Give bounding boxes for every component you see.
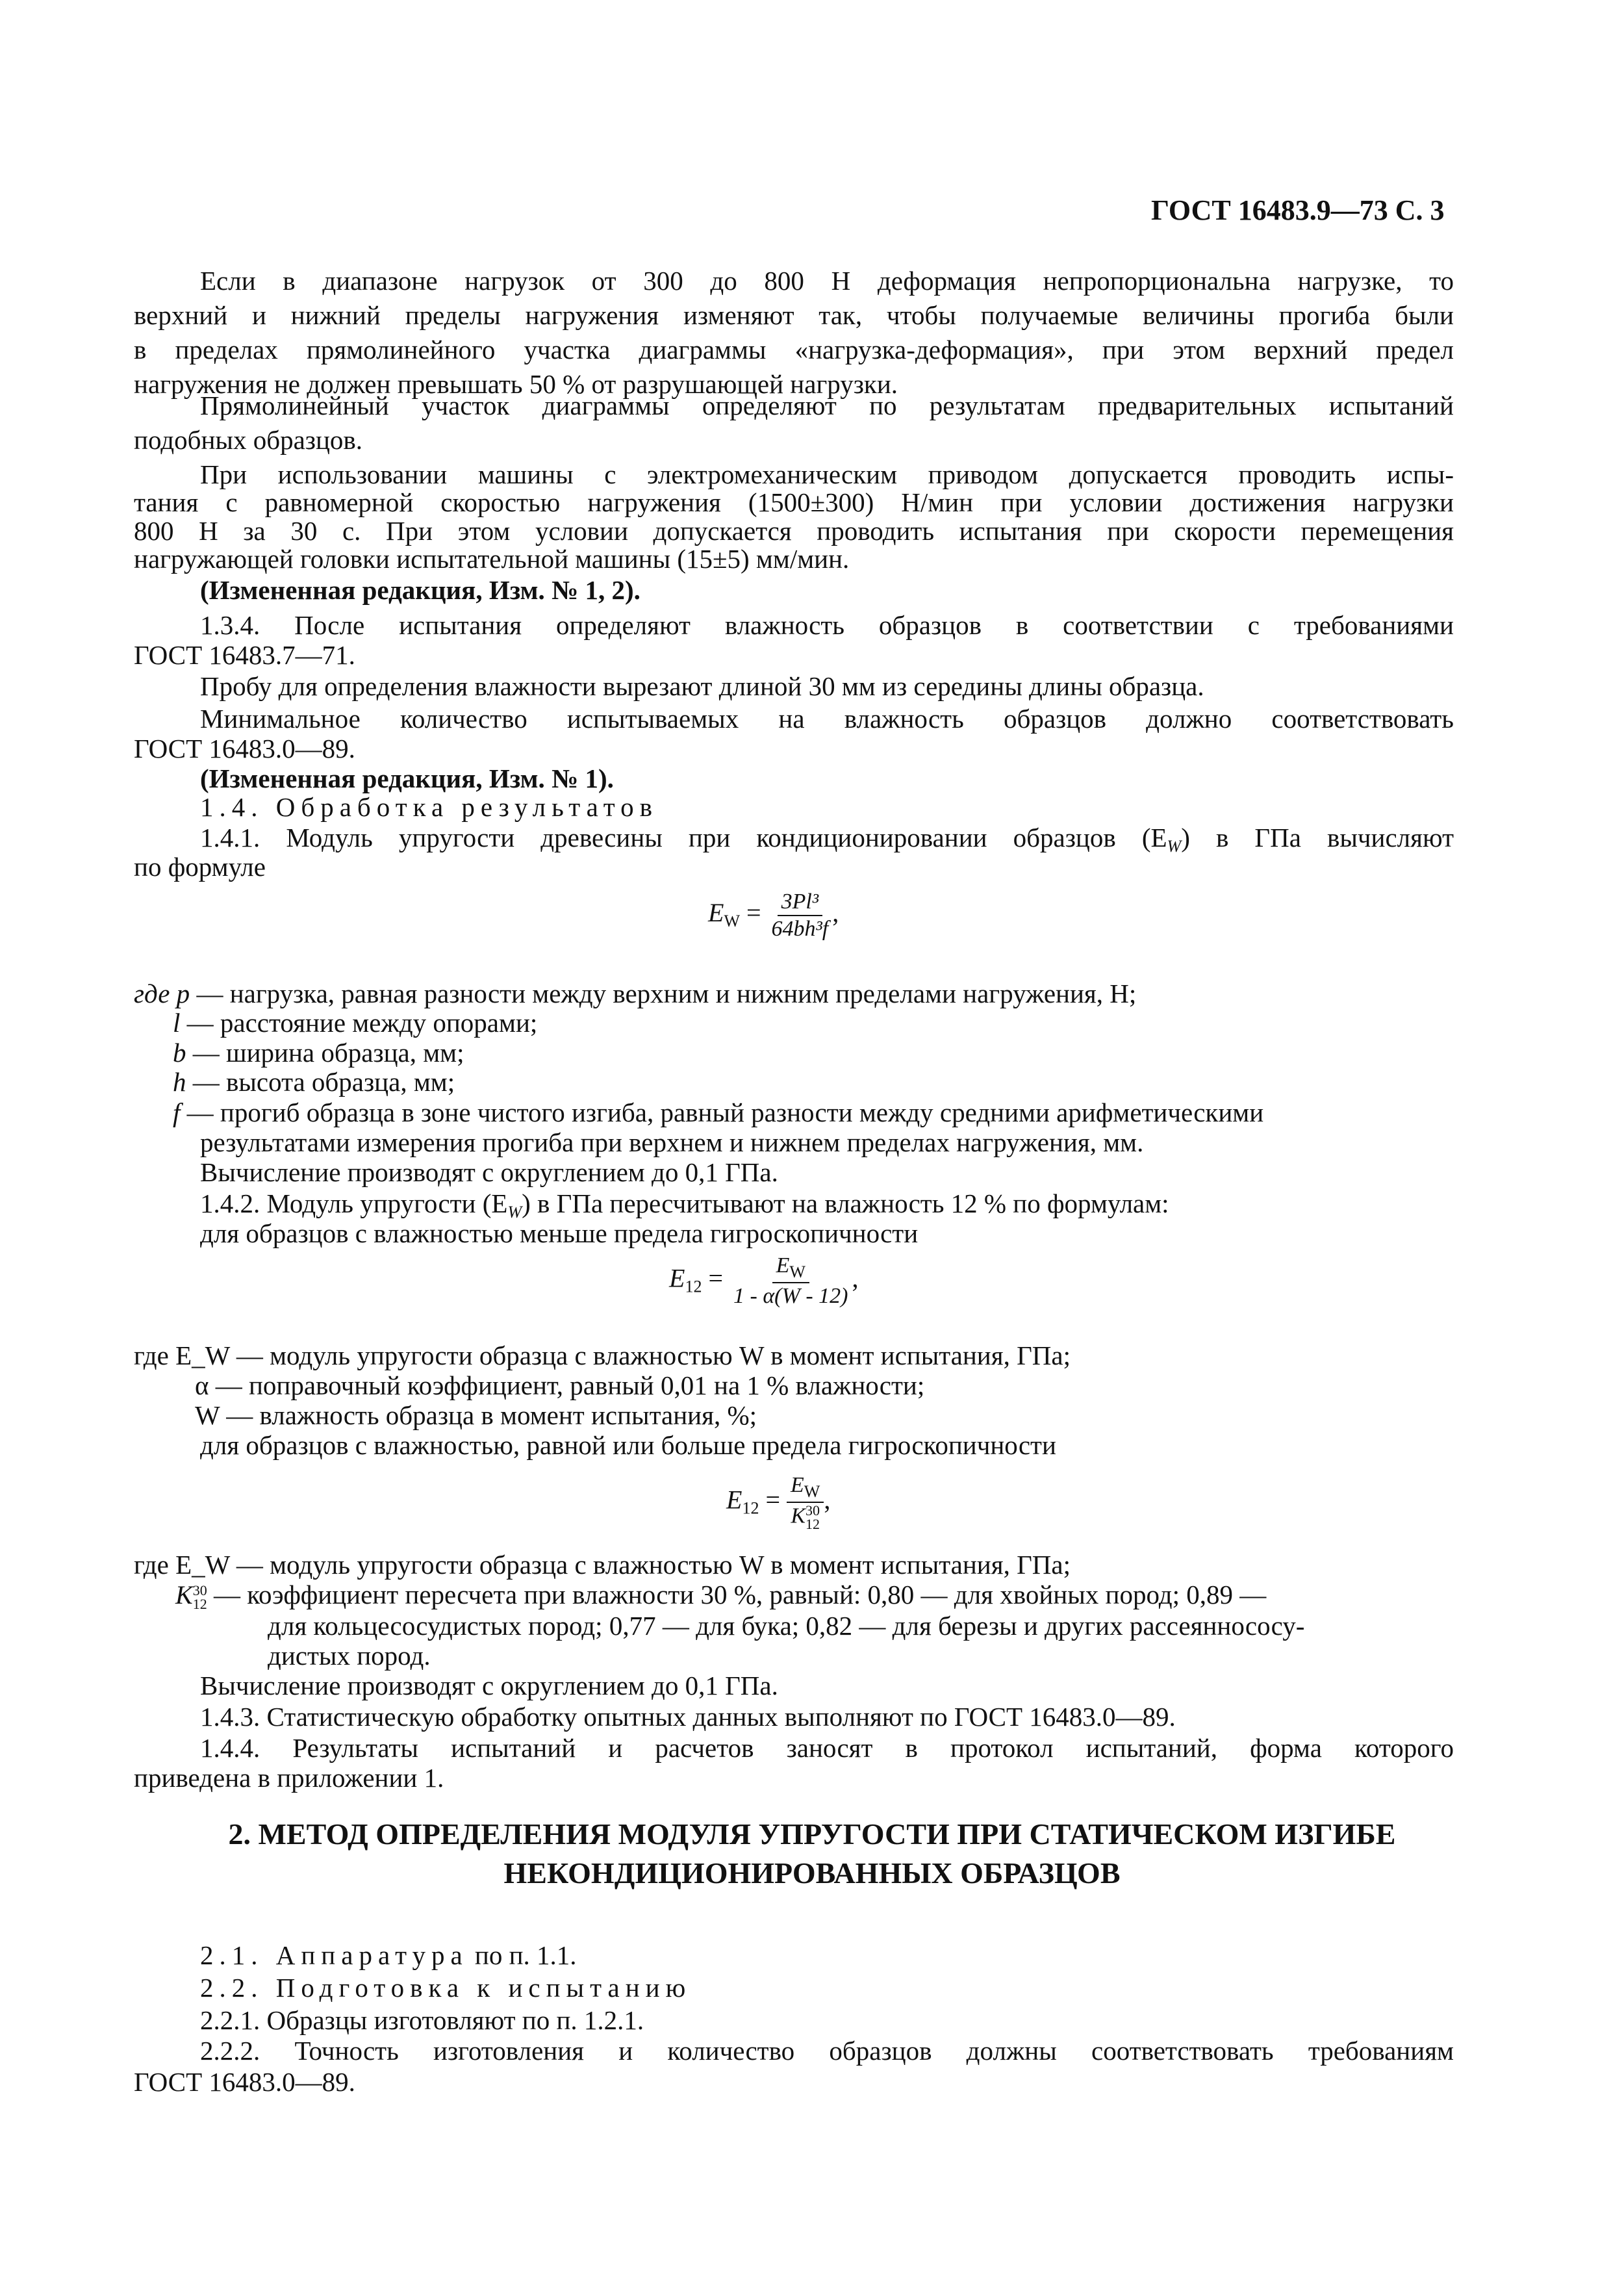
paragraph-line: для образцов с влажностью, равной или больше предела гигроскопичности <box>200 1430 1056 1460</box>
paragraph-line: приведена в приложении 1. <box>134 1763 444 1793</box>
definition-text: — коэффициент пересчета при влажности 30 %, равный: 0,80 — для хвойных пород; 0,89 — <box>213 1580 1267 1609</box>
formula-modulus: $E_W$ = $\frac{\text{3Pl³}}{\text{64bh³f}}$ , <box>708 890 839 941</box>
formula-subscript: 12 <box>806 1516 820 1533</box>
paragraph-line: Пробу для определения влажности вырезают длиной 30 мм из середины длины образца. <box>200 671 1204 701</box>
edit-note: (Измененная редакция, Изм. № 1). <box>200 763 614 793</box>
paragraph-line: 1.4.4. Результаты испытаний и расчетов заносят в протокол испытаний, форма которого <box>200 1733 1454 1763</box>
paragraph-line: тания с равномерной скоростью нагружения (1500±300) Н/мин при условии достижения нагрузки <box>134 487 1454 517</box>
paragraph-line <box>200 1940 577 1971</box>
definition-symbol: b <box>173 1038 186 1068</box>
definition-line <box>134 978 1136 1010</box>
formula-subscript: W <box>789 1263 806 1281</box>
formula-subscript: 12 <box>192 1595 207 1612</box>
paragraph-line: 2.2.1. Образцы изготовляют по п. 1.2.1. <box>200 2005 644 2035</box>
paragraph-line: ГОСТ 16483.7—71. <box>134 640 355 670</box>
paragraph-line: ГОСТ 16483.0—89. <box>134 734 355 763</box>
paragraph-line: Вычисление производят с округлением до 0,1 ГПа. <box>200 1157 778 1187</box>
definition-symbol: f <box>173 1097 181 1127</box>
section-2-title-line: 2. МЕТОД ОПРЕДЕЛЕНИЯ МОДУЛЯ УПРУГОСТИ ПРИ СТАТИЧЕСКОМ ИЗГИБЕ <box>228 1817 1396 1851</box>
formula-symbol: E <box>708 897 724 927</box>
paragraph-line: по формуле <box>134 852 266 882</box>
section-2-title-line: НЕКОНДИЦИОНИРОВАННЫХ ОБРАЗЦОВ <box>503 1856 1121 1890</box>
formula-denominator: 1 - α(W - 12) <box>733 1284 848 1309</box>
formula-symbol: E <box>669 1263 685 1293</box>
text-span: ) в ГПа пересчитывают на влажность 12 % по формулам: <box>522 1188 1169 1218</box>
definition-line: где E_W — модуль упругости образца с влажностью W в момент испытания, ГПа; <box>134 1550 1071 1580</box>
formula-e12-below: $E_{12}$ = $\frac{E_W}{1 - \alpha(W - 12)}$ , <box>669 1253 859 1309</box>
formula-subscript: 12 <box>685 1277 702 1296</box>
formula-denominator <box>787 1503 824 1532</box>
definition-line: результатами измерения прогиба при верхнем и нижнем пределах нагружения, мм. <box>200 1127 1144 1157</box>
formula-superscript: 30 <box>806 1502 820 1519</box>
formula-fraction <box>787 1474 824 1532</box>
paragraph-line: Минимальное количество испытываемых на влажность образцов должно соответствовать <box>200 704 1454 734</box>
definition-line <box>173 1007 537 1039</box>
definition-line: α — поправочный коэффициент, равный 0,01 на 1 % влажности; <box>195 1370 925 1400</box>
text-span: по п. 1.1. <box>474 1940 577 1970</box>
edit-note: (Измененная редакция, Изм. № 1, 2). <box>200 575 641 605</box>
formula-numerator <box>772 1254 809 1283</box>
definition-text: — расстояние между опорами; <box>186 1008 538 1038</box>
definition-line: дистых пород. <box>268 1641 431 1671</box>
paragraph-line: 2.2.2. Точность изготовления и количество образцов должны соответствовать требованиям <box>200 2036 1454 2066</box>
subscript: W <box>1167 837 1182 856</box>
formula-superscript: 30 <box>192 1582 207 1598</box>
paragraph-line: 800 Н за 30 с. При этом условии допускается проводить испытания при скорости перемещения <box>134 516 1454 546</box>
paragraph-line: нагружающей головки испытательной машины (15±5) мм/мин. <box>134 544 850 574</box>
formula-fraction <box>730 1254 852 1308</box>
section-heading-1-4: 1.4. Обработка результатов <box>200 792 659 822</box>
paragraph-line: ГОСТ 16483.0—89. <box>134 2067 355 2097</box>
paragraph-line: нагружения не должен превышать 50 % от разрушающей нагрузки. <box>134 369 898 399</box>
paragraph-line: подобных образцов. <box>134 425 363 455</box>
paragraph-line: верхний и нижний пределы нагружения изменяют так, чтобы получаемые величины прогиба были <box>134 300 1454 330</box>
formula-symbol: K <box>791 1504 806 1528</box>
formula-symbol: E <box>726 1485 742 1515</box>
paragraph-line <box>200 822 1454 856</box>
formula-numerator <box>787 1474 824 1503</box>
definition-symbol: где p <box>134 979 190 1008</box>
subsection-label: 2.1. Аппаратура <box>200 1940 468 1970</box>
formula-numerator: 3Pl³ <box>778 890 822 916</box>
paragraph-line: Вычисление производят с округлением до 0,1 ГПа. <box>200 1671 778 1700</box>
definition-text: — высота образца, мм; <box>192 1067 455 1097</box>
definition-text: — нагрузка, равная разности между верхним и нижним пределами нагружения, Н; <box>196 979 1137 1008</box>
definition-line: K 30 12 — коэффициент пересчета при влажности 30 %, равный: 0,80 — для хвойных пород; 0,89 — <box>175 1580 1267 1612</box>
formula-subscript: W <box>804 1482 820 1501</box>
definition-symbol: h <box>173 1067 186 1097</box>
subscript: W <box>507 1203 522 1222</box>
definition-line <box>173 1097 1263 1129</box>
formula-symbol: E <box>776 1253 790 1277</box>
paragraph-line: 1.3.4. После испытания определяют влажность образцов в соответствии с требованиями <box>200 610 1454 640</box>
paragraph-line: Если в диапазоне нагрузок от 300 до 800 Н деформация непропорциональна нагрузке, то <box>200 266 1454 296</box>
definition-line <box>173 1066 455 1098</box>
definition-line: W — влажность образца в момент испытания, %; <box>195 1400 757 1430</box>
subsection-heading: 2.2. Подготовка к испытанию <box>200 1973 692 2003</box>
definition-line: для кольцесосудистых пород; 0,77 — для бука; 0,82 — для березы и других рассеяннососу- <box>268 1611 1305 1641</box>
paragraph-line: Прямолинейный участок диаграммы определяют по результатам предварительных испытаний <box>200 391 1454 420</box>
formula-subscript: W <box>724 911 740 930</box>
page-header: ГОСТ 16483.9—73 С. 3 <box>1151 194 1445 226</box>
paragraph-line: для образцов с влажностью меньше предела гигроскопичности <box>200 1218 919 1248</box>
formula-fraction <box>768 890 833 940</box>
formula-index <box>193 1584 207 1611</box>
paragraph-line: 1.4.3. Статистическую обработку опытных данных выполняют по ГОСТ 16483.0—89. <box>200 1702 1176 1732</box>
formula-subscript: 12 <box>742 1498 759 1518</box>
formula-e12-above: $E_{12}$ = $E_W$ K 30 12 , <box>726 1473 831 1533</box>
text-span: ) в ГПа вычисляют <box>1181 823 1454 853</box>
definition-symbol: l <box>173 1008 181 1038</box>
definition-line: где E_W — модуль упругости образца с влажностью W в момент испытания, ГПа; <box>134 1340 1071 1370</box>
paragraph-line: При использовании машины с электромеханическим приводом допускается проводить испы- <box>200 459 1454 489</box>
formula-denominator: 64bh³f <box>771 916 829 941</box>
text-span: 1.4.2. Модуль упругости (E <box>200 1188 508 1218</box>
text-span: 1.4.1. Модуль упругости древесины при кондиционировании образцов (E <box>200 823 1167 853</box>
paragraph-line: в пределах прямолинейного участка диаграммы «нагрузка-деформация», при этом верхний предел <box>134 335 1454 365</box>
definition-line <box>173 1037 464 1069</box>
formula-symbol: E <box>791 1473 804 1497</box>
definition-text: — прогиб образца в зоне чистого изгиба, равный разности между средними арифметическими <box>186 1097 1264 1127</box>
definition-text: — ширина образца, мм; <box>192 1038 464 1068</box>
formula-index <box>806 1504 820 1532</box>
